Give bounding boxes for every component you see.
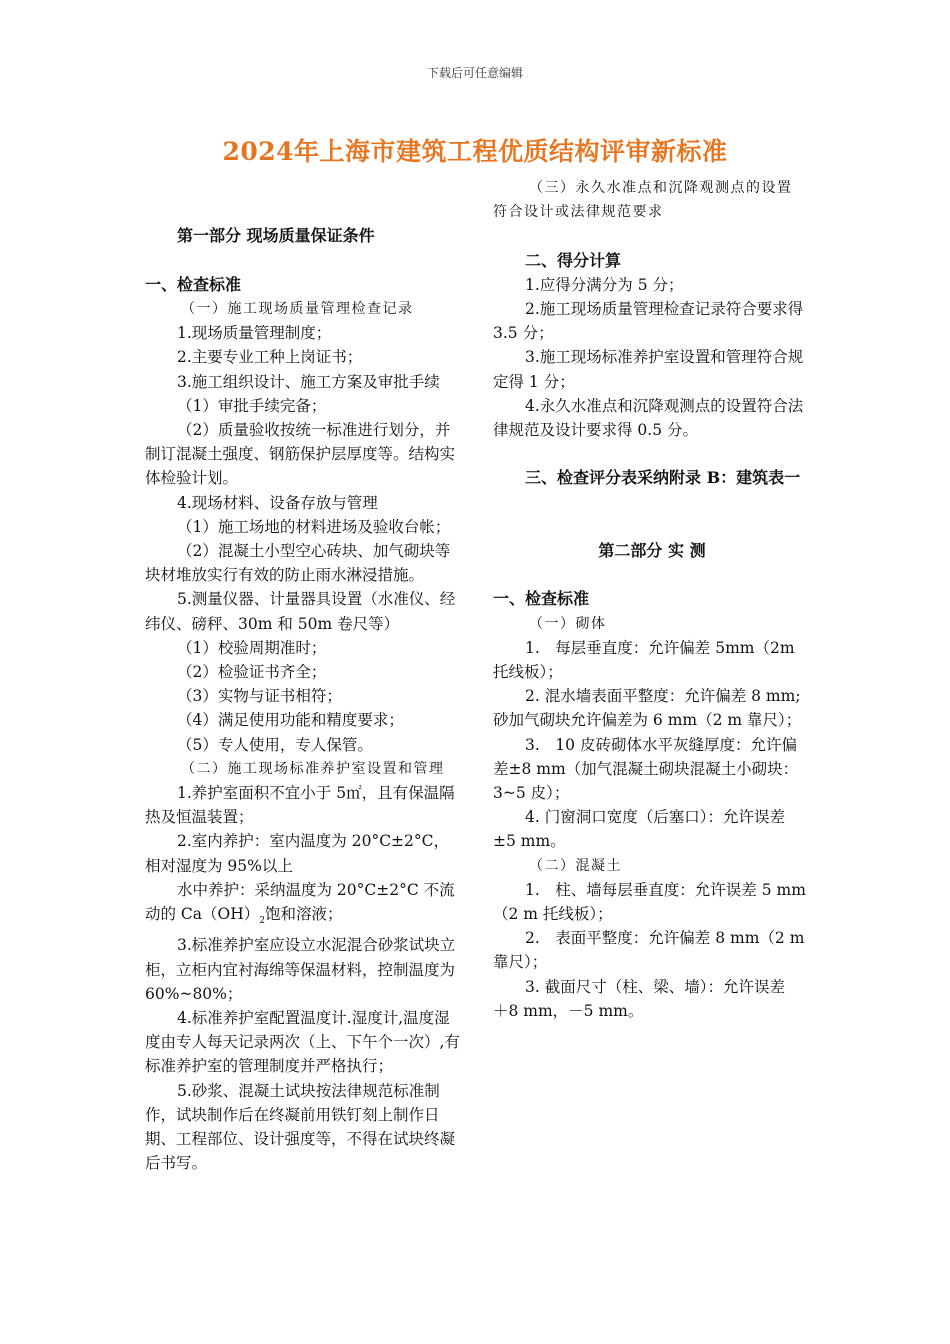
list-item: 2. 混水墙表面平整度：允许偏差 8 mm; — [525, 687, 801, 706]
list-item: 4.现场材料、设备存放与管理 — [177, 493, 378, 512]
text-fragment: 水中养护：采纳温度为 20°C±2°C 不流动的 Ca（OH） — [145, 880, 455, 924]
document-title: 2024年上海市建筑工程优质结构评审新标准 — [222, 137, 728, 166]
list-item: 2. 表面平整度：允许偏差 8 mm（2 m — [525, 929, 805, 948]
list-item: 2.主要专业工种上岗证书； — [177, 348, 363, 367]
right-column — [493, 176, 811, 1023]
section-heading: 一、检查标准 — [145, 274, 242, 294]
list-item: （1）审批手续完备； — [177, 396, 327, 415]
subsection-heading: （一）砌体 — [529, 615, 607, 632]
list-item: 1.应得分满分为 5 分； — [525, 275, 684, 294]
section-heading: 二、得分计算 — [525, 250, 622, 270]
list-item: （2）检验证书齐全； — [177, 663, 327, 682]
list-item: （2）混凝土小型空心砖块、加气砌块等块材堆放实行有效的防止雨水淋浸措施。 — [145, 542, 451, 585]
list-item: （5）专人使用，专人保管。 — [177, 735, 373, 754]
list-item: 3.标准养护室应设立水泥混合砂浆试块立柜，立柜内宜衬海绵等保温材料，控制温度为 60%~80%； — [145, 936, 456, 1003]
section-heading: 三、检查评分表采纳附录 B：建筑表一 — [525, 468, 801, 488]
list-item: （2）质量验收按统一标准进行划分，并制订混凝土强度、钢筋保护层厚度等。结构实体检验计划。 — [145, 420, 456, 488]
list-item: （1）校验周期准时； — [177, 638, 327, 657]
list-item: ＋8 mm，－5 mm。 — [493, 1001, 644, 1020]
part-one-title: 第一部分 现场质量保证条件 — [177, 226, 375, 246]
section-heading: 一、检查标准 — [493, 589, 590, 609]
list-item: 1.现场质量管理制度； — [177, 324, 332, 343]
list-item: 3.施工组织设计、施工方案及审批手续 — [177, 372, 440, 391]
subsection-heading: （三）永久水准点和沉降观测点的设置 — [529, 180, 793, 196]
list-item: 1.养护室面积不宜小于 5㎡，且有保温隔热及恒温装置； — [145, 784, 455, 827]
list-item: 靠尺）； — [493, 953, 548, 972]
subscript: 2 — [259, 916, 265, 927]
list-item: 2.施工现场质量管理检查记录符合要求得 3.5 分； — [493, 300, 804, 343]
list-item: 5.测量仪器、计量器具设置（水准仪、经纬仪、磅秤、30m 和 50m 卷尺等） — [145, 590, 456, 633]
list-item: 5.砂浆、混凝土试块按法律规范标准制作，试块制作后在终凝前用铁钉刻上制作日期、工程部位、设计强度等，不得在试块终凝后书写。 — [145, 1081, 456, 1173]
list-item: 3.施工现场标准养护室设置和管理符合规定得 1 分； — [493, 348, 804, 391]
text-fragment: 饱和溶液； — [265, 905, 343, 924]
list-item: （3）实物与证书相符； — [177, 687, 342, 706]
list-item: 1. 柱、墙每层垂直度：允许误差 5 mm — [525, 880, 806, 899]
list-item: ±5 mm。 — [493, 832, 566, 851]
list-item: 3. 10 皮砖砌体水平灰缝厚度：允许偏 — [525, 735, 797, 754]
list-item — [145, 878, 463, 934]
list-item: （2 m 托线板）； — [493, 905, 613, 924]
subsection-heading: （二）施工现场标准养护室设置和管理 — [181, 760, 445, 777]
list-item: 4.永久水准点和沉降观测点的设置符合法律规范及设计要求得 0.5 分。 — [493, 396, 804, 440]
page-header: 下载后可任意编辑 — [426, 66, 523, 80]
list-item: 4. 门窗洞口宽度（后塞口）：允许误差 — [525, 808, 785, 827]
paragraph: 符合设计或法律规范要求 — [493, 204, 664, 221]
list-item: （4）满足使用功能和精度要求； — [177, 711, 404, 730]
subsection-heading: （二）混凝土 — [529, 857, 622, 874]
left-column — [145, 176, 463, 1175]
list-item: （1）施工场地的材料进场及验收台帐； — [177, 517, 451, 536]
list-item: 3. 截面尺寸（柱、梁、墙）：允许误差 — [525, 977, 785, 996]
list-item: 1. 每层垂直度：允许偏差 5mm（2m 托线板）； — [493, 638, 795, 681]
list-item: 砂加气砌块允许偏差为 6 mm（2 m 靠尺）； — [493, 711, 802, 730]
list-item: 2.室内养护：室内温度为 20°C±2°C，相对湿度为 95%以上 — [145, 832, 450, 875]
list-item: 差±8 mm（加气混凝土砌块混凝土小砌块：3~5 皮）； — [493, 759, 799, 802]
part-two-title: 第二部分 实 测 — [598, 540, 706, 560]
subsection-heading: （一）施工现场质量管理检查记录 — [181, 300, 414, 317]
list-item: 4.标准养护室配置温度计.湿度计,温度湿度由专人每天记录两次（上、下午个一次）,有标准养护室的管理制度并严格执行； — [145, 1008, 460, 1076]
